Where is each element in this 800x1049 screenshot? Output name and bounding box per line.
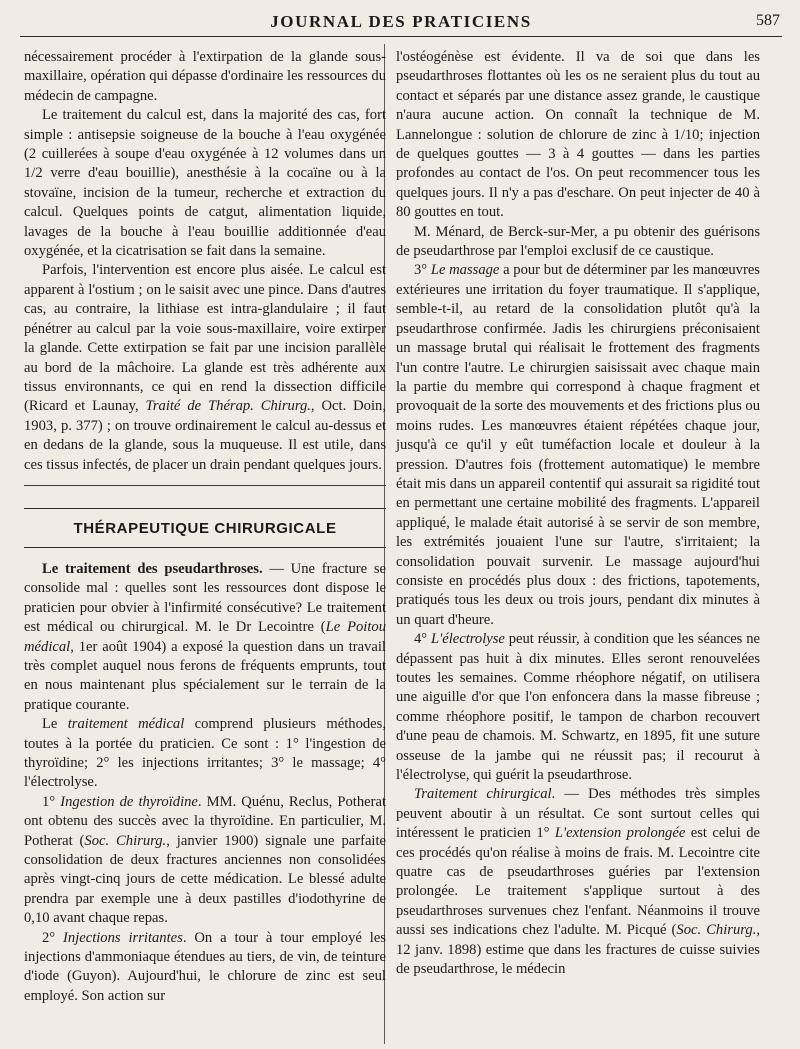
paragraph: 1° Ingestion de thyroïdine. MM. Quénu, Reclus, Potherat ont obtenu des succès avec la thyroïdine. En particulier, M. Potherat (Soc. Chirurg., janvier 1900) signale une parfaite consolidation de deux fractures anciennes non consolidées après vingt-cinq jours de cette médication. Le blessé adulte prendra par exemple une à deux pastilles d'iodothyrine de 0,10 avant chaque repas. — [24, 793, 387, 927]
journal-title: JOURNAL DES PRATICIENS — [270, 12, 532, 31]
paragraph: Traitement chirurgical. — Des méthodes très simples peuvent aboutir à un résultat. Ce sont surtout celles qui intéressent le praticien 1° L'extension prolongée est celui de ces procédés qu'on réalise à moins de frais. M. Lecointre cite quatre cas de pseudarthroses guéries par l'extension prolongée. Le traitement s'applique surtout à des pseudarthroses survenues chez l'enfant. Néanmoins il trouve aussi ses indications chez l'adulte. M. Picqué (Soc. Chirurg., 12 janv. 1898) estime que dans les fractures de cuisse suivies de pseudarthrose, le médecin — [396, 786, 761, 978]
paragraph: 2° Injections irritantes. On a tour à tour employé les injections d'ammoniaque étendues au tiers, de vin, de teinture d'iode (Guyon). Aujourd'hui, le chlorure de zinc est seul employé. Son action sur — [24, 929, 386, 1004]
left-column — [24, 48, 386, 1006]
paragraph: Le traitement médical comprend plusieurs méthodes, toutes à la portée du praticien. Ce sont : 1° l'ingestion de thyroïdine; 2° les injections irritantes; 3° le massage; 4° l'électrolyse. — [24, 716, 386, 791]
section-title: THÉRAPEUTIQUE CHIRURGICALE — [73, 519, 337, 537]
right-column — [396, 48, 760, 980]
paragraph: nécessairement procéder à l'extirpation de la glande sous-maxillaire, opération qui dépasse d'ordinaire les ressources du médecin de campagne. — [24, 49, 386, 104]
paragraph: l'ostéogénèse est évidente. Il va de soi que dans les pseudarthroses flottantes où les os ne seraient plus du tout au contact et séparés par une distance assez grande, le caustique n'aura aucune action. On connaît la technique de M. Lannelongue : solution de chlorure de zinc à 1/10; injection de quelques gouttes — 3 à 4 gouttes — dans les parties profondes au contact de l'os. On peut recommencer tous les quelques jours. Il n'y a pas d'eschare. On peut injecter de 40 à 80 gouttes en tout. — [396, 49, 760, 221]
paragraph: Le traitement des pseudarthroses. — Une fracture se consolide mal : quelles sont les ressources dont dispose le praticien pour obvier à l'infirmité consécutive? Le traitement est médical ou chirurgical. M. le Dr Lecointre (Le Poitou médical, 1er août 1904) a exposé la question dans un travail très complet auquel nous ferons de fréquents emprunts, tout en nous maintenant plus spécialement sur le terrain de la pratique courante. — [24, 560, 386, 713]
page-header — [20, 6, 782, 37]
page-number: 587 — [756, 12, 780, 29]
paragraph: 3° Le massage a pour but de déterminer par les manœuvres extérieures une irritation du foyer traumatique. Il s'applique, semble-t-il, au retard de la consolidation plutôt qu'à la pseudarthrose confirmée. Jadis les chirurgiens préconisaient un massage brutal qui réalisait le frottement des fragments l'un contre l'autre. Le chirurgien saisissait avec chaque main la partie du membre qui correspond à chaque fragment et provoquait de la sorte des mouvements et des frictions plus ou moins rudes. Les manœuvres étaient répétées chaque jour, jusqu'à ce qu'il y eût tuméfaction locale et douleur à la pression. D'autres fois (frottement automatique) le membre était mis dans un appareil contentif qui assurait sa rigidité tout en permettant une certaine mobilité des fragments. L'appareil appliqué, le malade était autorisé à se servir de son membre, les extrémités jouaient l'une sur l'autre, s'irritaient; la consolidation pouvait survenir. Le massage aujourd'hui consiste en procédés plus doux : des frictions, tapotements, pratiqués tous les deux ou trois jours, pendant dix minutes à un quart d'heure. — [396, 262, 760, 628]
paragraph: Le traitement du calcul est, dans la majorité des cas, fort simple : antisepsie soigneuse de la bouche à l'eau oxygénée (2 cuillerées à soupe d'eau oxygénée à 12 volumes dans un 1/2 verre d'eau bouillie), anesthésie à la cocaïne ou à la stovaïne, incision de la tumeur, recherche et extraction du calcul. Quelques points de catgut, alimentation liquide, lavages de la bouche à l'eau bouillie additionnée d'eau oxygénée, et la cicatrisation se fait dans la semaine. — [24, 107, 386, 260]
paragraph: Parfois, l'intervention est encore plus aisée. Le calcul est apparent à l'ostium ; on le saisit avec une pince. Dans d'autres cas, au contraire, la lithiase est intra-glandulaire ; il faut pénétrer au calcul par la voie sous-maxillaire, voire extirper la glande. Cette extirpation se fait par une incision parallèle au bord de la mâchoire. La glande est très adhérente aux tissus environnants, ce qui en rend la dissection difficile (Ricard et Launay, Traité de Thérap. Chirurg., Oct. Doin, 1903, p. 377) ; on trouve ordinairement le calcul au-dessus et en dedans de la glande, sous la muqueuse. Il est utile, dans ces tissus infectés, de placer un drain pendant quelques jours. — [24, 262, 386, 473]
section-heading — [24, 508, 386, 548]
section-separator — [24, 485, 386, 486]
citation-title: Traité de Thérap. Chirurg. — [145, 398, 311, 415]
article-title: Le traitement des pseudarthroses. — [42, 560, 263, 577]
paragraph: M. Ménard, de Berck-sur-Mer, a pu obtenir des guérisons de pseudarthrose par l'emploi exclusif de ce caustique. — [396, 223, 760, 260]
paragraph: 4° L'électrolyse peut réussir, à condition que les séances ne dépassent pas huit à dix minutes. Elles seront renouvelées toutes les semaines. Comme rhéophore négatif, on utilisera une aiguille d'or que l'on enfoncera dans la masse fibreuse ; comme rhéophore positif, le tampon de charbon recouvert d'une peau de chamois. M. Schwartz, en 1895, fit une suture osseuse de la jambe qui ne réussit pas; il recourut à l'électrolyse, qui guérit la pseudarthrose. — [396, 631, 760, 784]
